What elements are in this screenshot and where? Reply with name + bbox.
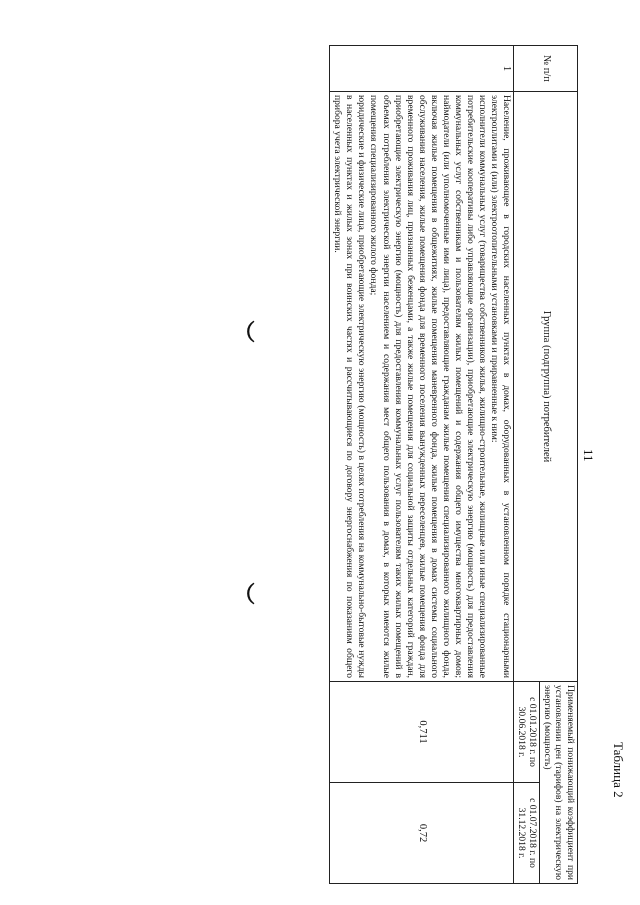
table-header-row — [540, 46, 578, 884]
row-text-subgroup-2: юридические и физические лица, приобретающие электрическую энергию (мощность) в целях потребления на коммунально-бытовые нужды в населенных пунктах и жилых зонах при воинских частях и рассчитывающиеся по договору энергоснабжения по показаниям общего прибора учета электрической энергии. — [332, 95, 368, 678]
punch-hole-mark: ︵ — [232, 582, 258, 605]
table-row — [330, 46, 514, 884]
header-num: № п/п — [514, 46, 578, 92]
header-group: Группа (подгруппа) потребителей — [514, 92, 578, 682]
header-coefficient: Применяемый понижающий коэффициент при установлении цен (тарифов) на электрическую энергию (мощность) — [540, 682, 578, 884]
row-value-period-2: 0,72 — [330, 783, 514, 884]
table-caption: Таблица 2 — [611, 742, 626, 798]
row-text-intro: Население, проживающее в городских населенных пунктах в домах, оборудованных в установленном порядке стационарными электроплитами и (или) электроотопительными установками и приравненные к ним: — [489, 95, 513, 678]
row-description — [330, 92, 514, 682]
header-period-1: с 01.01.2018 г. по 30.06.2018 г. — [514, 682, 540, 783]
row-value-period-1: 0,711 — [330, 682, 514, 783]
row-text-subgroup-1: исполнители коммунальных услуг (товарищества собственников жилья, жилищно-строительные, жилищные или иные специализированные потребительские кооперативы либо управляющие организации), приобретающие электрическую энергию (мощность) для предоставления коммунальных услуг собственникам и пользователям жилых помещений и содержания общего имущества многоквартирных домов; наймодатели (или уполномоченные ими лица), предоставляющие гражданам жилые помещения специализированного жилищного фонда, включая жилые помещения в общежитиях, жилые помещения маневренного фонда, жилые помещения в домах системы социального обслуживания населения, жилые помещения фонда для временного поселения вынужденных переселенцев, жилые помещения фонда для временного проживания лиц, признанных беженцами, а также жилые помещения для социальной защиты отдельных категорий граждан, приобретающие электрическую энергию (мощность) для предоставления коммунальных услуг пользователям таких жилых помещений в объемах потребления электрической энергии населением и содержания мест общего пользования в домах, в которых имеются жилые помещения специализированного жилого фонда; — [368, 95, 489, 678]
page-number: 11 — [581, 449, 596, 462]
header-period-2: с 01.07.2018 г. по 31.12.2018 г. — [514, 783, 540, 884]
tariff-table — [329, 45, 578, 884]
row-number: 1 — [330, 46, 514, 92]
punch-hole-mark: ︵ — [232, 320, 258, 343]
